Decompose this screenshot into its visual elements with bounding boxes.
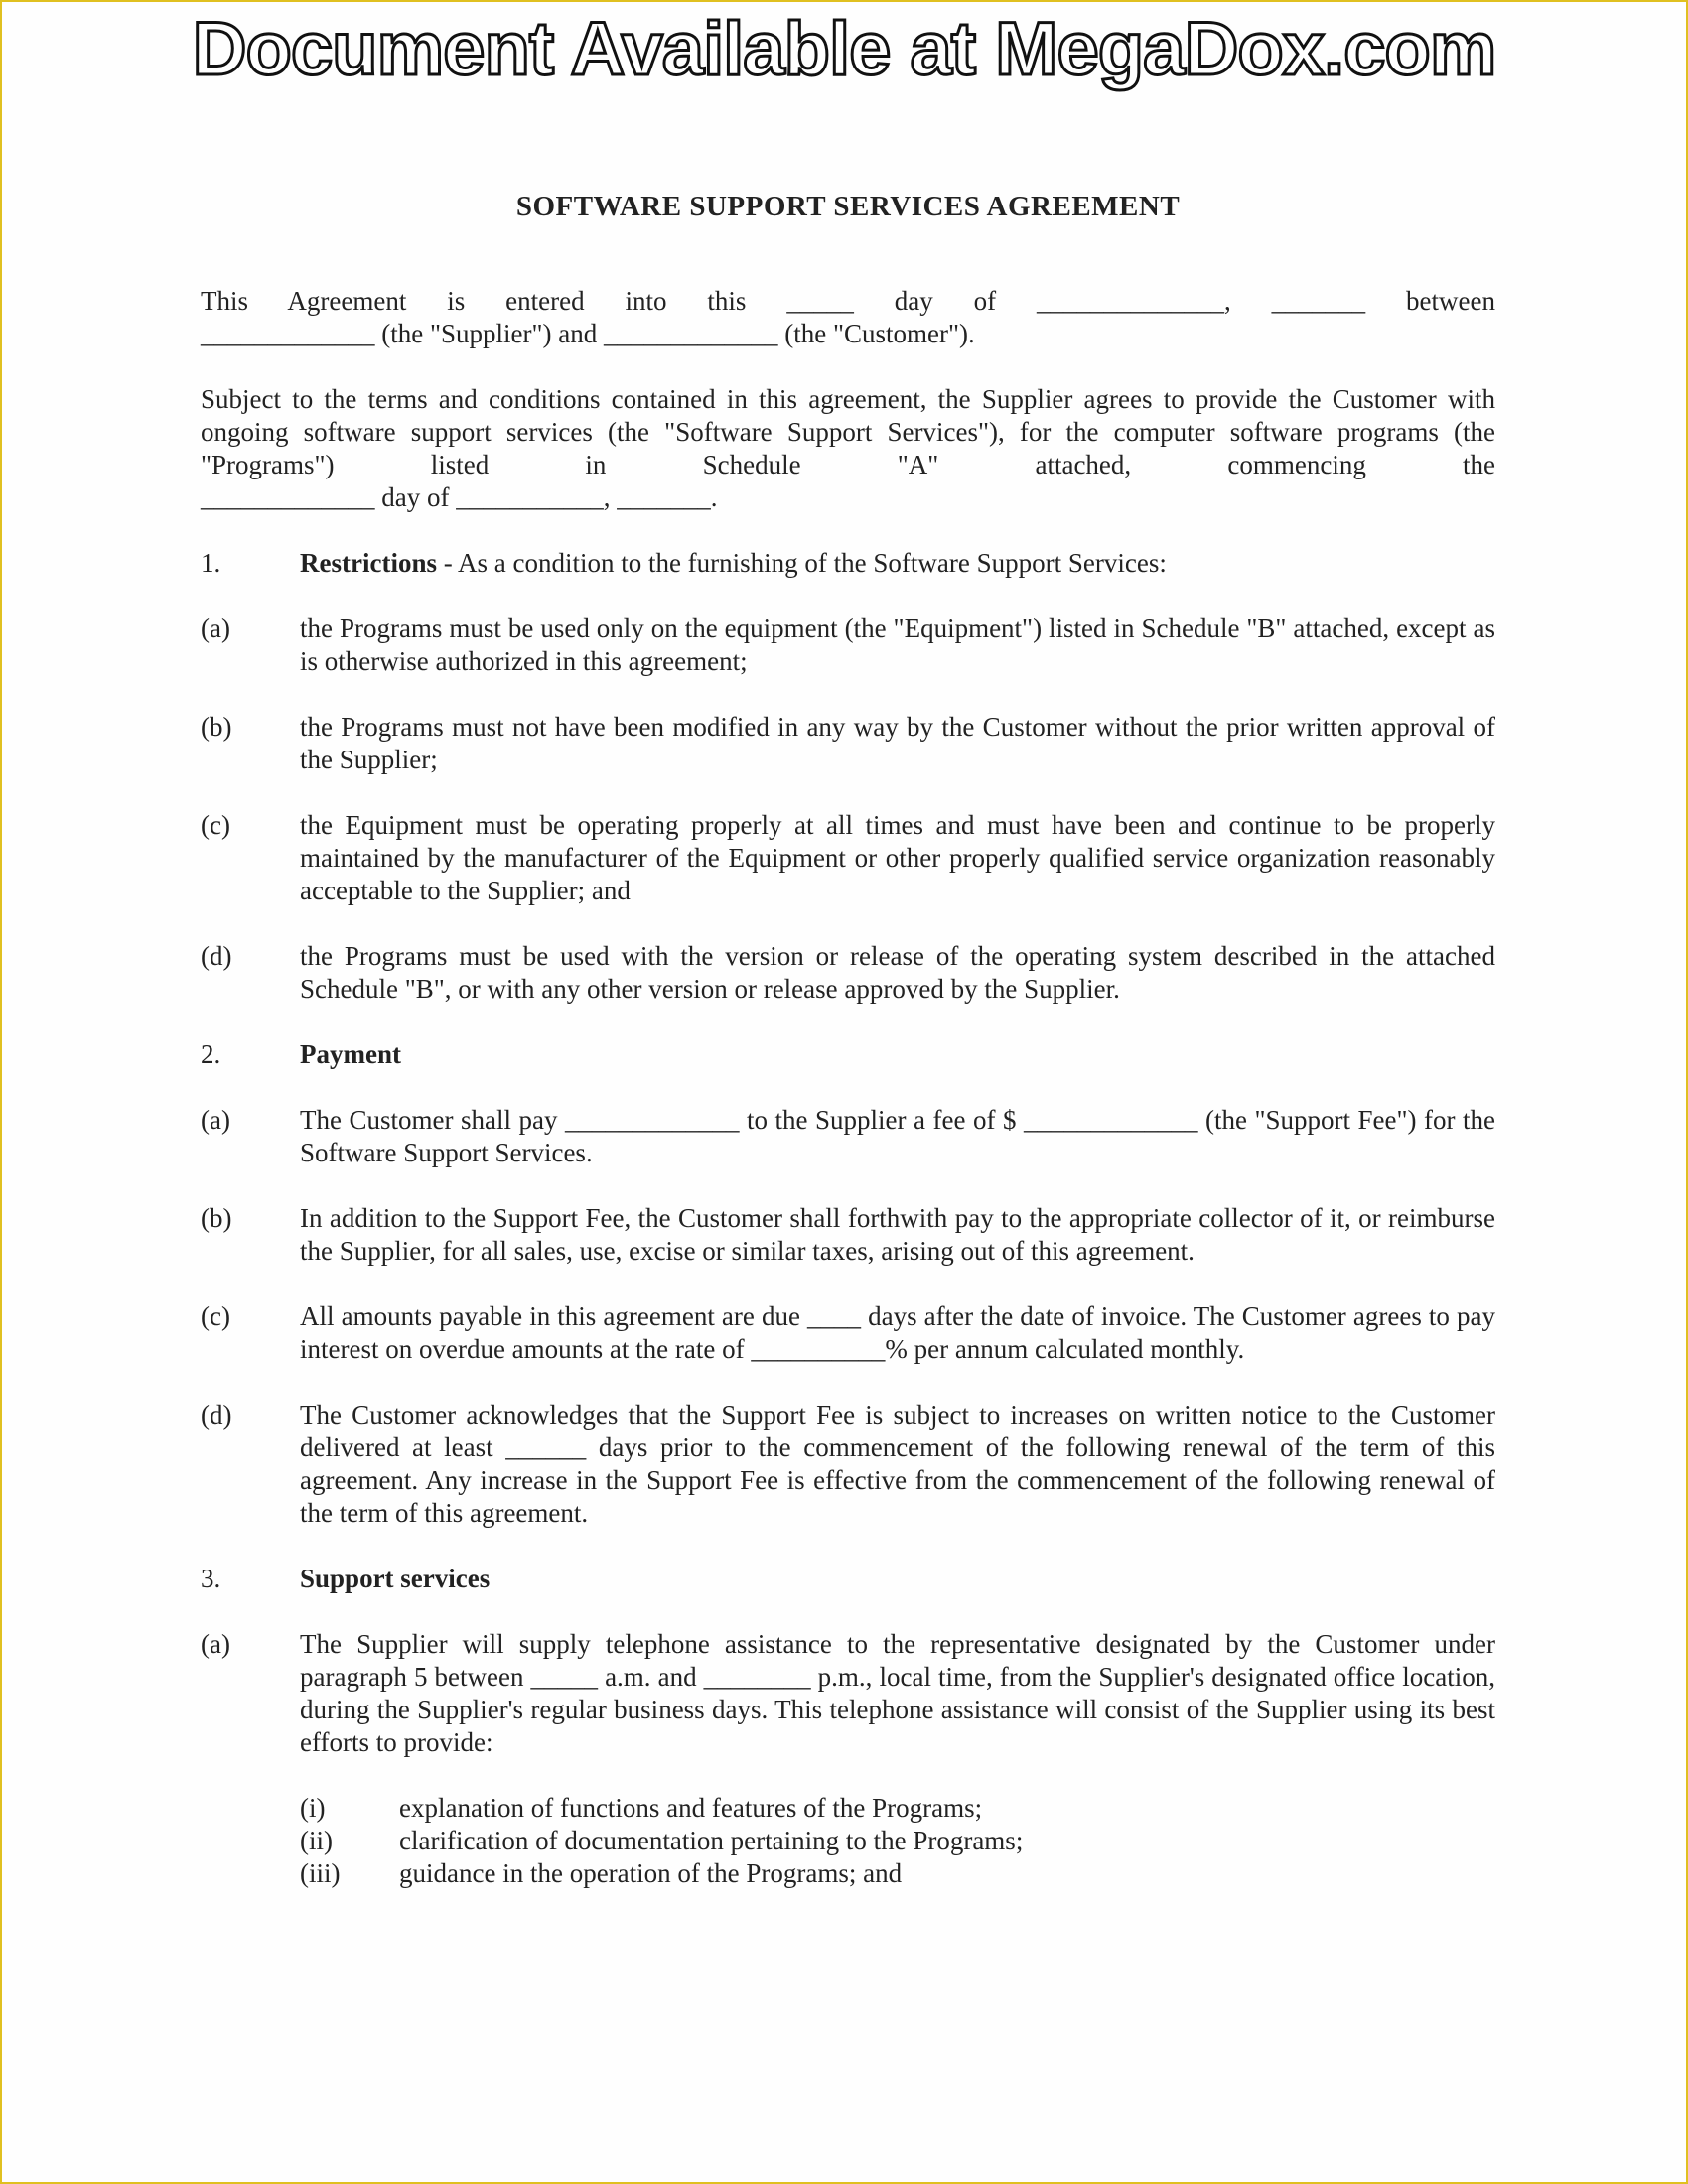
item-text: the Programs must not have been modified in any way by the Customer without the prior written approval of the Supplier; bbox=[300, 712, 1495, 774]
preamble-main: Subject to the terms and conditions contained in this agreement, the Supplier agrees to provide the Customer with ongoing software support services (the "Software Support Services"), for the computer software programs (the "Programs") listed in Schedule "A" attached, commencing the bbox=[201, 384, 1495, 479]
list-item bbox=[201, 711, 1495, 776]
sub-item-text: explanation of functions and features of the Programs; bbox=[399, 1793, 983, 1823]
item-number: (a) bbox=[201, 1105, 230, 1135]
item-text: All amounts payable in this agreement are due ____ days after the date of invoice. The Customer agrees to pay interest on overdue amounts at the rate of __________% per annum calculated monthly. bbox=[300, 1301, 1495, 1364]
item-number: (d) bbox=[201, 1400, 232, 1430]
section-title: Payment bbox=[300, 1039, 401, 1069]
sub-item-number: (ii) bbox=[300, 1826, 333, 1855]
section-intro: - As a condition to the furnishing of the Software Support Services: bbox=[436, 548, 1167, 578]
item-number: (b) bbox=[201, 1203, 232, 1233]
intro-paragraph bbox=[201, 285, 1495, 350]
sub-list-item bbox=[300, 1857, 1495, 1890]
list-item bbox=[201, 940, 1495, 1006]
list-item bbox=[201, 1202, 1495, 1268]
list-item bbox=[201, 1104, 1495, 1169]
item-text: The Customer shall pay _____________ to the Supplier a fee of $ _____________ (the "Support Fee") for the Software Support Services. bbox=[300, 1105, 1495, 1167]
sub-item-number: (i) bbox=[300, 1793, 326, 1823]
item-number: (b) bbox=[201, 712, 232, 742]
document-body bbox=[201, 191, 1495, 1890]
list-item bbox=[201, 809, 1495, 907]
section-number: 3. bbox=[201, 1564, 221, 1593]
sub-list-item bbox=[300, 1825, 1495, 1857]
intro-line-1: This Agreement is entered into this _____ day of ______________, _______ between bbox=[201, 286, 1495, 316]
item-text: In addition to the Support Fee, the Customer shall forthwith pay to the appropriate collector of it, or reimburse the Supplier, for all sales, use, excise or similar taxes, arising out of this agreement. bbox=[300, 1203, 1495, 1266]
list-item bbox=[201, 1399, 1495, 1530]
section-number: 2. bbox=[201, 1039, 221, 1069]
item-number: (a) bbox=[201, 614, 230, 643]
item-number: (d) bbox=[201, 941, 232, 971]
item-number: (c) bbox=[201, 810, 230, 840]
item-text: The Supplier will supply telephone assistance to the representative designated by the Customer under paragraph 5 between _____ a.m. and ________ p.m., local time, from the Supplier's designated office location, during the Supplier's regular business days. This telephone assistance will consist of the Supplier using its best efforts to provide: bbox=[300, 1629, 1495, 1757]
section-1-heading bbox=[201, 547, 1495, 580]
item-number: (c) bbox=[201, 1301, 230, 1331]
sub-list-item bbox=[300, 1792, 1495, 1825]
item-text: the Equipment must be operating properly at all times and must have been and continue to be properly maintained by the manufacturer of the Equipment or other properly qualified service organization reasonably acceptable to the Supplier; and bbox=[300, 810, 1495, 905]
intro-line-2: _____________ (the "Supplier") and _____________ (the "Customer"). bbox=[201, 319, 975, 348]
section-number: 1. bbox=[201, 548, 221, 578]
watermark-banner: Document Available at MegaDox.com bbox=[192, 7, 1496, 91]
item-text: the Programs must be used with the version or release of the operating system described in the attached Schedule "B", or with any other version or release approved by the Supplier. bbox=[300, 941, 1495, 1004]
item-text: The Customer acknowledges that the Support Fee is subject to increases on written notice to the Customer delivered at least ______ days prior to the commencement of the following renewal of the term of this agreement. Any increase in the Support Fee is effective from the commencement of the following renewal of the term of this agreement. bbox=[300, 1400, 1495, 1528]
item-number: (a) bbox=[201, 1629, 230, 1659]
list-item bbox=[201, 613, 1495, 678]
section-2-heading bbox=[201, 1038, 1495, 1071]
sub-item-number: (iii) bbox=[300, 1858, 341, 1888]
sub-item-text: clarification of documentation pertaining to the Programs; bbox=[399, 1826, 1024, 1855]
preamble-last: _____________ day of ___________, _______. bbox=[201, 482, 718, 512]
section-title: Restrictions bbox=[300, 548, 437, 578]
list-item bbox=[201, 1628, 1495, 1759]
list-item bbox=[201, 1300, 1495, 1366]
preamble-paragraph bbox=[201, 383, 1495, 514]
item-text: the Programs must be used only on the equipment (the "Equipment") listed in Schedule "B" attached, except as is otherwise authorized in this agreement; bbox=[300, 614, 1495, 676]
sub-item-text: guidance in the operation of the Programs; and bbox=[399, 1858, 903, 1888]
section-title: Support services bbox=[300, 1564, 491, 1593]
document-title: SOFTWARE SUPPORT SERVICES AGREEMENT bbox=[515, 191, 1181, 222]
section-3-heading bbox=[201, 1563, 1495, 1595]
